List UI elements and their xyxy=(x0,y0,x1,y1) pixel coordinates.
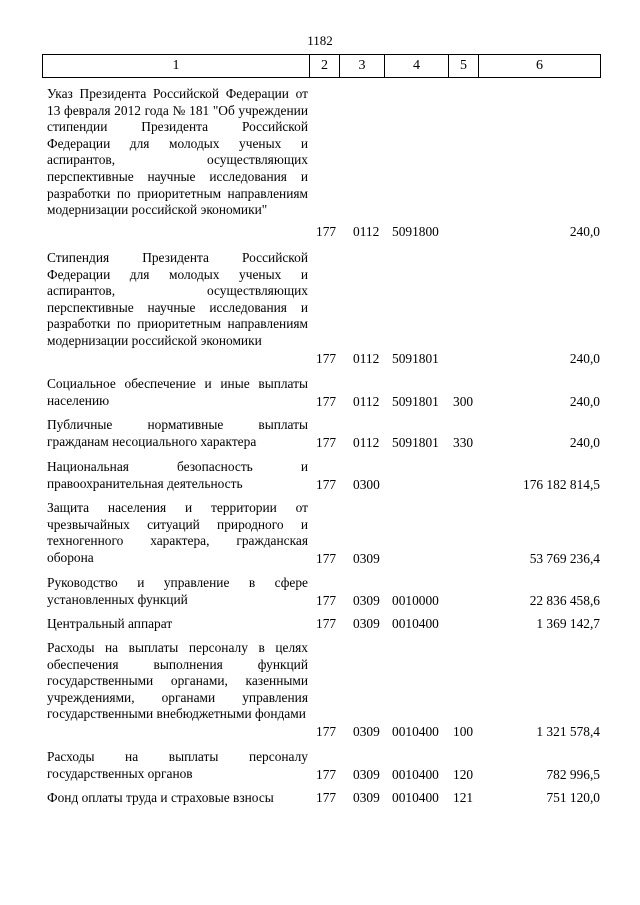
amount: 22 836 458,6 xyxy=(529,593,600,608)
row-name: Расходы на выплаты персоналу государственных органов xyxy=(47,749,308,781)
amount: 1 369 142,7 xyxy=(536,616,600,631)
header-col-2: 2 xyxy=(310,55,340,78)
row-name: Указ Президента Российской Федерации от 13 февраля 2012 года № 181 "Об учреждении стипендии Президента Российской Федерации для молодых ученых и аспирантов, осуществляющих перспективные научные исследования и разработки по приоритетным направлениям модернизации российской экономики" xyxy=(47,86,308,218)
ministry-code: 177 xyxy=(316,351,337,366)
amount: 176 182 814,5 xyxy=(523,477,600,492)
ministry-code: 177 xyxy=(316,767,337,782)
header-row xyxy=(43,55,601,78)
amount: 240,0 xyxy=(569,224,600,239)
header-col-1: 1 xyxy=(43,55,310,78)
expense-type-code: 121 xyxy=(453,790,474,805)
target-article-code: 5091801 xyxy=(392,351,439,366)
section-code: 0309 xyxy=(353,593,380,608)
amount: 240,0 xyxy=(569,394,600,409)
amount: 1 321 578,4 xyxy=(536,724,600,739)
amount: 240,0 xyxy=(569,435,600,450)
row-name: Национальная безопасность и правоохранительная деятельность xyxy=(47,459,308,491)
ministry-code: 177 xyxy=(316,435,337,450)
amount: 751 120,0 xyxy=(546,790,600,805)
expense-type-code: 100 xyxy=(453,724,474,739)
section-code: 0309 xyxy=(353,724,380,739)
expense-type-code: 330 xyxy=(453,435,474,450)
row-name: Расходы на выплаты персоналу в целях обеспечения выполнения функций государственными органами, казенными учреждениями, органами управления государственными внебюджетными фондами xyxy=(47,640,308,722)
section-code: 0309 xyxy=(353,551,380,566)
header-col-3: 3 xyxy=(340,55,385,78)
ministry-code: 177 xyxy=(316,616,337,631)
section-code: 0112 xyxy=(353,224,380,239)
header-col-5: 5 xyxy=(449,55,479,78)
row-name: Защита населения и территории от чрезвычайных ситуаций природного и техногенного характера, гражданская оборона xyxy=(47,500,308,565)
section-code: 0112 xyxy=(353,394,380,409)
amount: 240,0 xyxy=(569,351,600,366)
section-code: 0309 xyxy=(353,767,380,782)
column-header-table xyxy=(42,54,601,78)
target-article-code: 0010400 xyxy=(392,724,439,739)
expense-type-code: 300 xyxy=(453,394,474,409)
target-article-code: 0010400 xyxy=(392,767,439,782)
amount: 782 996,5 xyxy=(546,767,600,782)
ministry-code: 177 xyxy=(316,551,337,566)
target-article-code: 0010400 xyxy=(392,616,439,631)
target-article-code: 5091801 xyxy=(392,435,439,450)
section-code: 0112 xyxy=(353,351,380,366)
row-name: Стипендия Президента Российской Федерации для молодых ученых и аспирантов, осуществляющих перспективные научные исследования и разработки по приоритетным направлениям модернизации российской экономики xyxy=(47,250,308,348)
row-name: Центральный аппарат xyxy=(47,616,173,631)
amount: 53 769 236,4 xyxy=(529,551,600,566)
expense-type-code: 120 xyxy=(453,767,474,782)
ministry-code: 177 xyxy=(316,724,337,739)
page-number: 1182 xyxy=(307,33,333,48)
ministry-code: 177 xyxy=(316,593,337,608)
section-code: 0112 xyxy=(353,435,380,450)
header-col-6: 6 xyxy=(479,55,601,78)
target-article-code: 5091800 xyxy=(392,224,439,239)
target-article-code: 5091801 xyxy=(392,394,439,409)
section-code: 0309 xyxy=(353,790,380,805)
ministry-code: 177 xyxy=(316,224,337,239)
ministry-code: 177 xyxy=(316,394,337,409)
section-code: 0300 xyxy=(353,477,380,492)
row-name: Руководство и управление в сфере установленных функций xyxy=(47,575,308,607)
row-name: Фонд оплаты труда и страховые взносы xyxy=(47,790,274,805)
row-name: Публичные нормативные выплаты гражданам несоциального характера xyxy=(47,417,308,449)
row-name: Социальное обеспечение и иные выплаты населению xyxy=(47,376,308,408)
target-article-code: 0010000 xyxy=(392,593,439,608)
target-article-code: 0010400 xyxy=(392,790,439,805)
header-col-4: 4 xyxy=(385,55,449,78)
section-code: 0309 xyxy=(353,616,380,631)
ministry-code: 177 xyxy=(316,477,337,492)
ministry-code: 177 xyxy=(316,790,337,805)
